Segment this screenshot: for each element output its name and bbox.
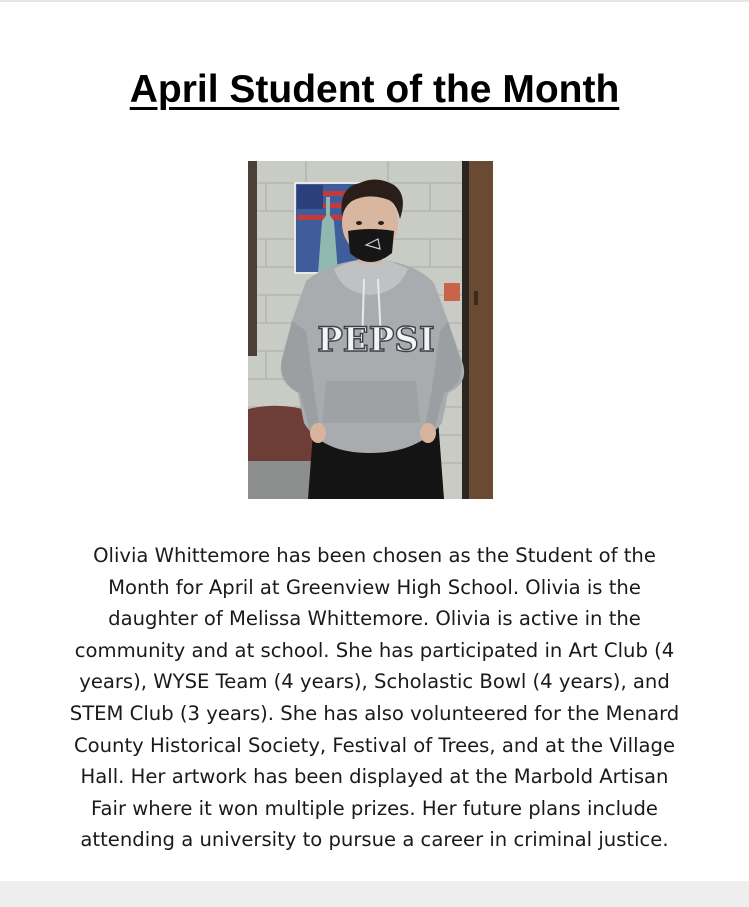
student-photo-illustration (248, 161, 493, 499)
bio-line: Olivia Whittemore has been chosen as the Student of the (93, 544, 656, 567)
bio-line: years), WYSE Team (4 years), Scholastic Bowl (4 years), and (79, 670, 670, 694)
sweatshirt-text: PEPSI (317, 320, 435, 360)
bio-line: community and at school. She has participated in Art Club (4 (74, 638, 675, 662)
bio-line: STEM Club (3 years). She has also volunteered for the Menard (69, 701, 680, 725)
bio-line: Hall. Her artwork has been displayed at the Marbold Artisan (80, 765, 669, 789)
bio-line: County Historical Society, Festival of Trees, and at the Village (73, 733, 676, 757)
student-photo (248, 161, 493, 499)
page-footer-band (0, 881, 749, 907)
bio-line: attending a university to pursue a career in criminal justice. (80, 828, 669, 852)
bio-line: Fair where it won multiple prizes. Her future plans include (91, 796, 658, 820)
student-bio (40, 540, 709, 856)
page-title: April Student of the Month (129, 68, 620, 111)
bio-line: daughter of Melissa Whittemore. Olivia is active in the (108, 607, 641, 631)
bio-line: Month for April at Greenview High School. Olivia is the (108, 575, 641, 599)
